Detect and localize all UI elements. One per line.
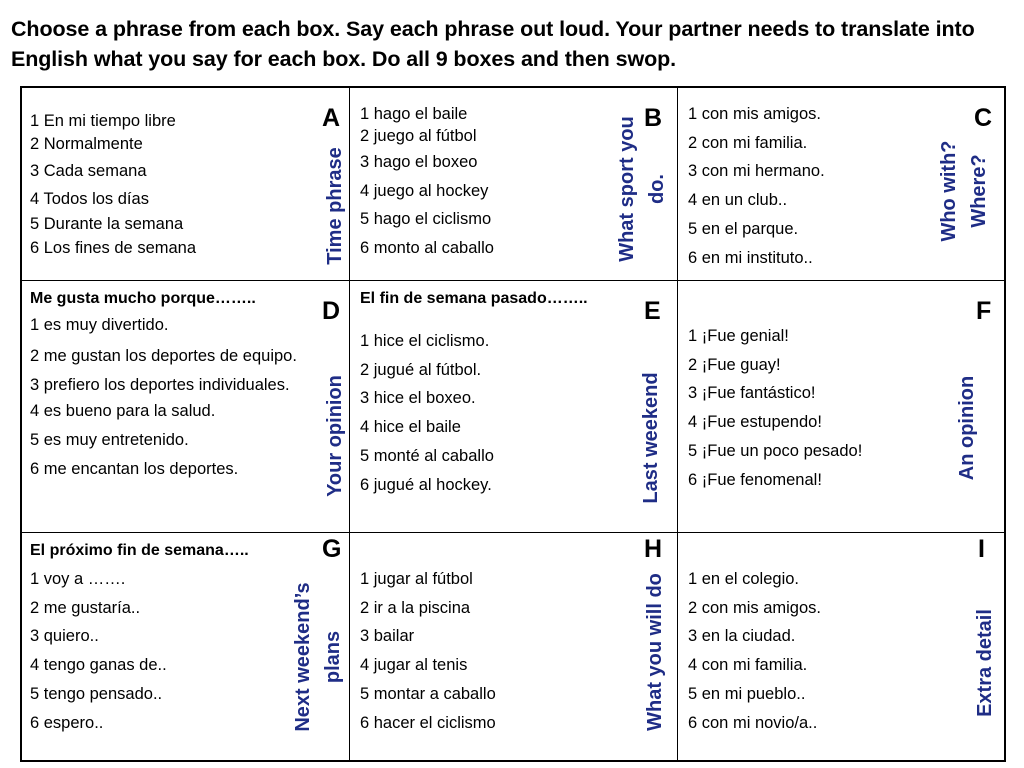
list-item: 2 Normalmente <box>30 135 143 153</box>
list-item: 1 con mis amigos. <box>688 105 821 123</box>
box-letter: I <box>978 535 985 563</box>
list-item: 4 jugar al tenis <box>360 656 468 675</box>
list-item: 4 ¡Fue estupendo! <box>688 413 822 432</box>
box-i-label: Extra detail <box>974 609 996 717</box>
list-item: 6 me encantan los deportes. <box>30 460 239 478</box>
list-item: 5 en el parque. <box>688 219 799 238</box>
list-item: 3 con mi hermano. <box>688 162 825 181</box>
list-item: 5 Durante la semana <box>30 215 184 233</box>
box-g <box>22 533 350 760</box>
list-item: 6 espero.. <box>30 713 104 732</box>
box-f-label: An opinion <box>956 375 978 481</box>
box-c-items <box>688 100 825 272</box>
box-g-label: Next weekend’s plans <box>292 582 344 732</box>
list-item: 4 Todos los días <box>30 190 149 208</box>
box-d-items <box>30 287 298 484</box>
box-a <box>22 88 350 281</box>
list-item: 5 montar a caballo <box>360 684 496 703</box>
list-item: 3 en la ciudad. <box>688 627 796 646</box>
box-e <box>350 281 678 533</box>
box-d-label: Your opinion <box>324 375 346 497</box>
list-item: 1 hago el baile <box>360 105 468 123</box>
box-b-items <box>360 104 494 262</box>
list-item: 4 hice el baile <box>360 418 461 437</box>
list-item: 5 hago el ciclismo <box>360 210 492 228</box>
box-e-items <box>360 287 588 499</box>
box-h-label: What you will do <box>644 573 666 731</box>
box-g-heading: El próximo fin de semana….. <box>30 542 249 559</box>
list-item: 3 prefiero los deportes individuales. <box>30 376 290 394</box>
list-item: 2 ¡Fue guay! <box>688 355 781 374</box>
phrase-grid <box>20 86 1006 762</box>
list-item: 1 en el colegio. <box>688 570 799 588</box>
box-h <box>350 533 678 760</box>
list-item: 3 bailar <box>360 627 415 646</box>
list-item: 2 con mis amigos. <box>688 598 821 617</box>
list-item: 6 monto al caballo <box>360 238 494 257</box>
list-item: 5 ¡Fue un poco pesado! <box>688 441 863 460</box>
box-letter: C <box>974 104 993 132</box>
list-item: 6 jugué al hockey. <box>360 475 492 494</box>
box-d <box>22 281 350 533</box>
list-item: 2 jugué al fútbol. <box>360 360 482 379</box>
list-item: 1 voy a ……. <box>30 570 126 588</box>
list-item: 4 juego al hockey <box>360 181 489 200</box>
list-item: 5 monté al caballo <box>360 446 494 465</box>
box-a-label: Time phrase <box>324 147 346 265</box>
box-letter: G <box>322 535 342 563</box>
box-letter: A <box>322 104 341 132</box>
list-item: 5 en mi pueblo.. <box>688 684 806 703</box>
box-c-label: Who with? Where? <box>938 140 990 242</box>
list-item: 1 hice el ciclismo. <box>360 332 490 350</box>
list-item: 6 con mi novio/a.. <box>688 713 818 732</box>
box-b <box>350 88 678 281</box>
box-letter: F <box>976 297 992 325</box>
list-item: 5 tengo pensado.. <box>30 684 163 703</box>
box-a-items <box>30 110 196 261</box>
box-letter: D <box>322 297 341 325</box>
box-d-heading: Me gusta mucho porque…….. <box>30 290 256 307</box>
box-i <box>678 533 1006 760</box>
box-g-items <box>30 539 249 737</box>
list-item: 4 con mi familia. <box>688 656 808 675</box>
box-i-items <box>688 565 821 737</box>
list-item: 3 hago el boxeo <box>360 153 478 171</box>
list-item: 6 ¡Fue fenomenal! <box>688 470 822 489</box>
box-e-heading: El fin de semana pasado…….. <box>360 290 588 307</box>
list-item: 2 me gustan los deportes de equipo. <box>30 347 297 365</box>
list-item: 1 ¡Fue genial! <box>688 327 789 345</box>
list-item: 5 es muy entretenido. <box>30 431 189 449</box>
list-item: 6 Los fines de semana <box>30 239 197 257</box>
list-item: 6 hacer el ciclismo <box>360 713 496 732</box>
list-item: 4 tengo ganas de.. <box>30 656 167 675</box>
list-item: 1 En mi tiempo libre <box>30 112 176 130</box>
box-b-label: What sport you do. <box>616 116 668 262</box>
box-e-label: Last weekend <box>640 372 662 504</box>
list-item: 1 jugar al fútbol <box>360 570 473 588</box>
list-item: 1 es muy divertido. <box>30 316 169 334</box>
list-item: 2 con mi familia. <box>688 133 808 152</box>
instructions-text: Choose a phrase from each box. Say each phrase out loud. Your partner needs to translate into English what you say for each box. Do all 9 boxes and then swop. <box>11 17 975 71</box>
box-letter: B <box>644 104 663 132</box>
list-item: 6 en mi instituto.. <box>688 248 813 267</box>
box-c <box>678 88 1006 281</box>
list-item: 3 quiero.. <box>30 627 99 646</box>
box-f <box>678 281 1006 533</box>
list-item: 2 juego al fútbol <box>360 127 477 145</box>
list-item: 3 hice el boxeo. <box>360 389 476 408</box>
box-letter: E <box>644 297 661 325</box>
list-item: 4 en un club.. <box>688 191 788 210</box>
box-f-items <box>688 322 862 494</box>
box-letter: H <box>644 535 663 563</box>
list-item: 4 es bueno para la salud. <box>30 402 216 420</box>
list-item: 3 ¡Fue fantástico! <box>688 384 816 403</box>
list-item: 3 Cada semana <box>30 162 147 180</box>
list-item: 2 ir a la piscina <box>360 598 471 617</box>
list-item: 2 me gustaría.. <box>30 598 141 617</box>
box-h-items <box>360 565 496 737</box>
